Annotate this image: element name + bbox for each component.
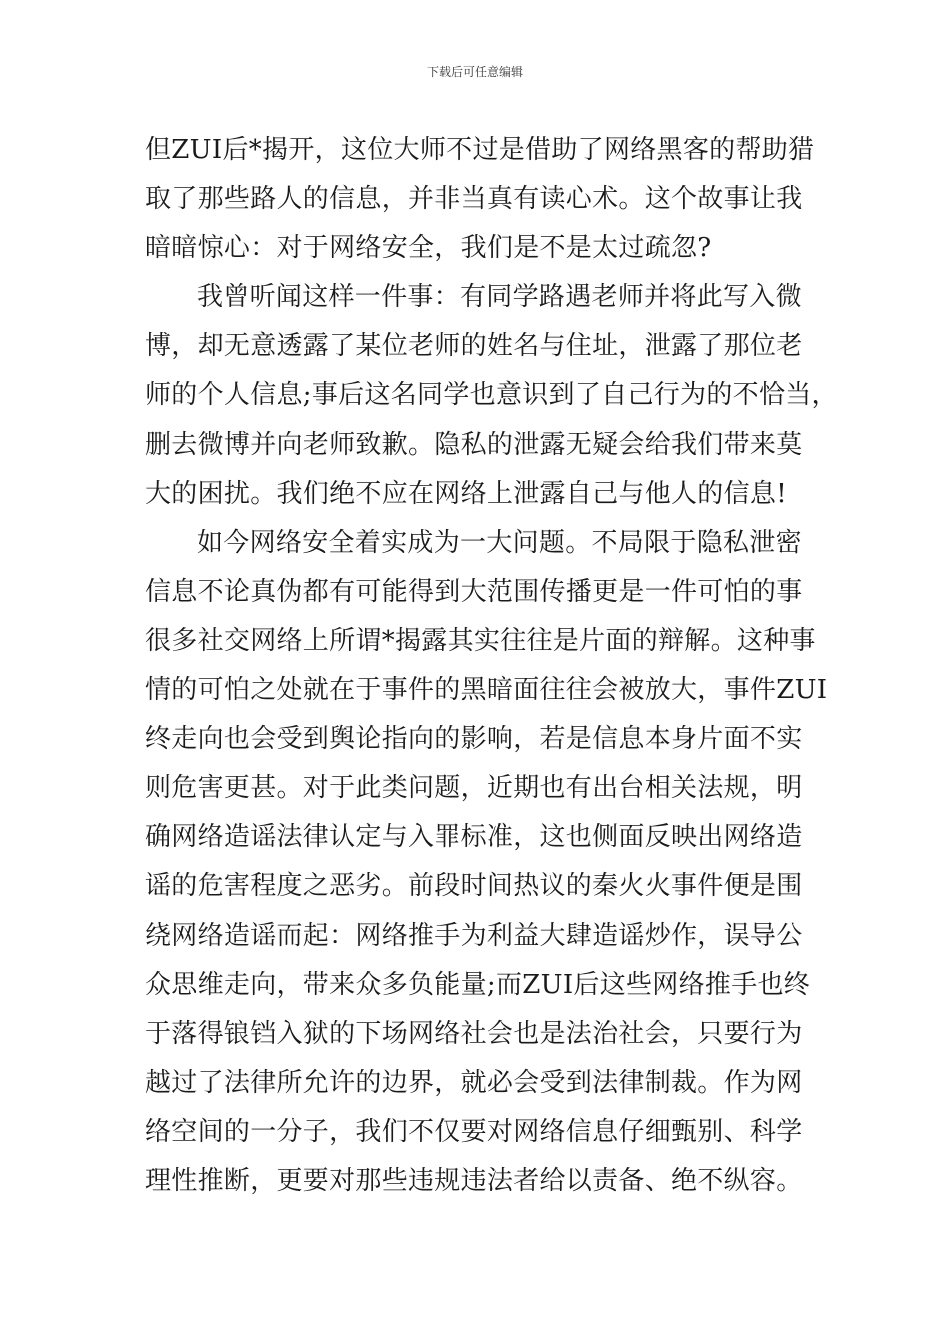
text-line: 谣的危害程度之恶劣。前段时间热议的秦火火事件便是围 xyxy=(145,871,803,902)
text-line: 师的个人信息;事后这名同学也意识到了自己行为的不恰当， xyxy=(145,380,838,411)
text-line: 信息不论真伪都有可能得到大范围传播更是一件可怕的事 xyxy=(145,576,803,607)
text-line: 则危害更甚。对于此类问题，近期也有出台相关法规，明 xyxy=(145,773,803,804)
text-line: 越过了法律所允许的边界，就必会受到法律制裁。作为网 xyxy=(145,1067,803,1098)
text-line: 众思维走向，带来众多负能量;而ZUI后这些网络推手也终 xyxy=(145,969,811,1000)
text-line: 确网络造谣法律认定与入罪标准，这也侧面反映出网络造 xyxy=(145,822,803,853)
paragraph-first-line: 如今网络安全着实成为一大问题。不局限于隐私泄密 xyxy=(197,527,802,558)
text-line: 暗暗惊心：对于网络安全，我们是不是太过疏忽? xyxy=(145,233,712,264)
text-line: 理性推断，更要对那些违规违法者给以责备、绝不纵容。 xyxy=(145,1165,803,1196)
text-line: 情的可怕之处就在于事件的黑暗面往往会被放大，事件ZUI xyxy=(145,675,828,706)
paragraph-first-line: 我曾听闻这样一件事：有同学路遇老师并将此写入微 xyxy=(197,282,802,313)
document-body xyxy=(145,126,838,1206)
text-line: 但ZUI后*揭开，这位大师不过是借助了网络黑客的帮助猎 xyxy=(145,135,815,165)
text-line: 络空间的一分子，我们不仅要对网络信息仔细甄别、科学 xyxy=(145,1116,803,1147)
text-line: 于落得锒铛入狱的下场网络社会也是法治社会，只要行为 xyxy=(145,1018,803,1049)
text-line: 大的困扰。我们绝不应在网络上泄露自己与他人的信息! xyxy=(145,478,787,509)
page-header: 下载后可任意编辑 xyxy=(426,65,523,79)
text-line: 绕网络造谣而起：网络推手为利益大肆造谣炒作，误导公 xyxy=(145,920,803,951)
text-line: 很多社交网络上所谓*揭露其实往往是片面的辩解。这种事 xyxy=(145,625,816,656)
text-line: 取了那些路人的信息，并非当真有读心术。这个故事让我 xyxy=(145,184,803,215)
text-line: 删去微博并向老师致歉。隐私的泄露无疑会给我们带来莫 xyxy=(145,429,803,460)
text-line: 终走向也会受到舆论指向的影响，若是信息本身片面不实 xyxy=(145,724,803,755)
text-line: 博，却无意透露了某位老师的姓名与住址，泄露了那位老 xyxy=(145,331,803,362)
